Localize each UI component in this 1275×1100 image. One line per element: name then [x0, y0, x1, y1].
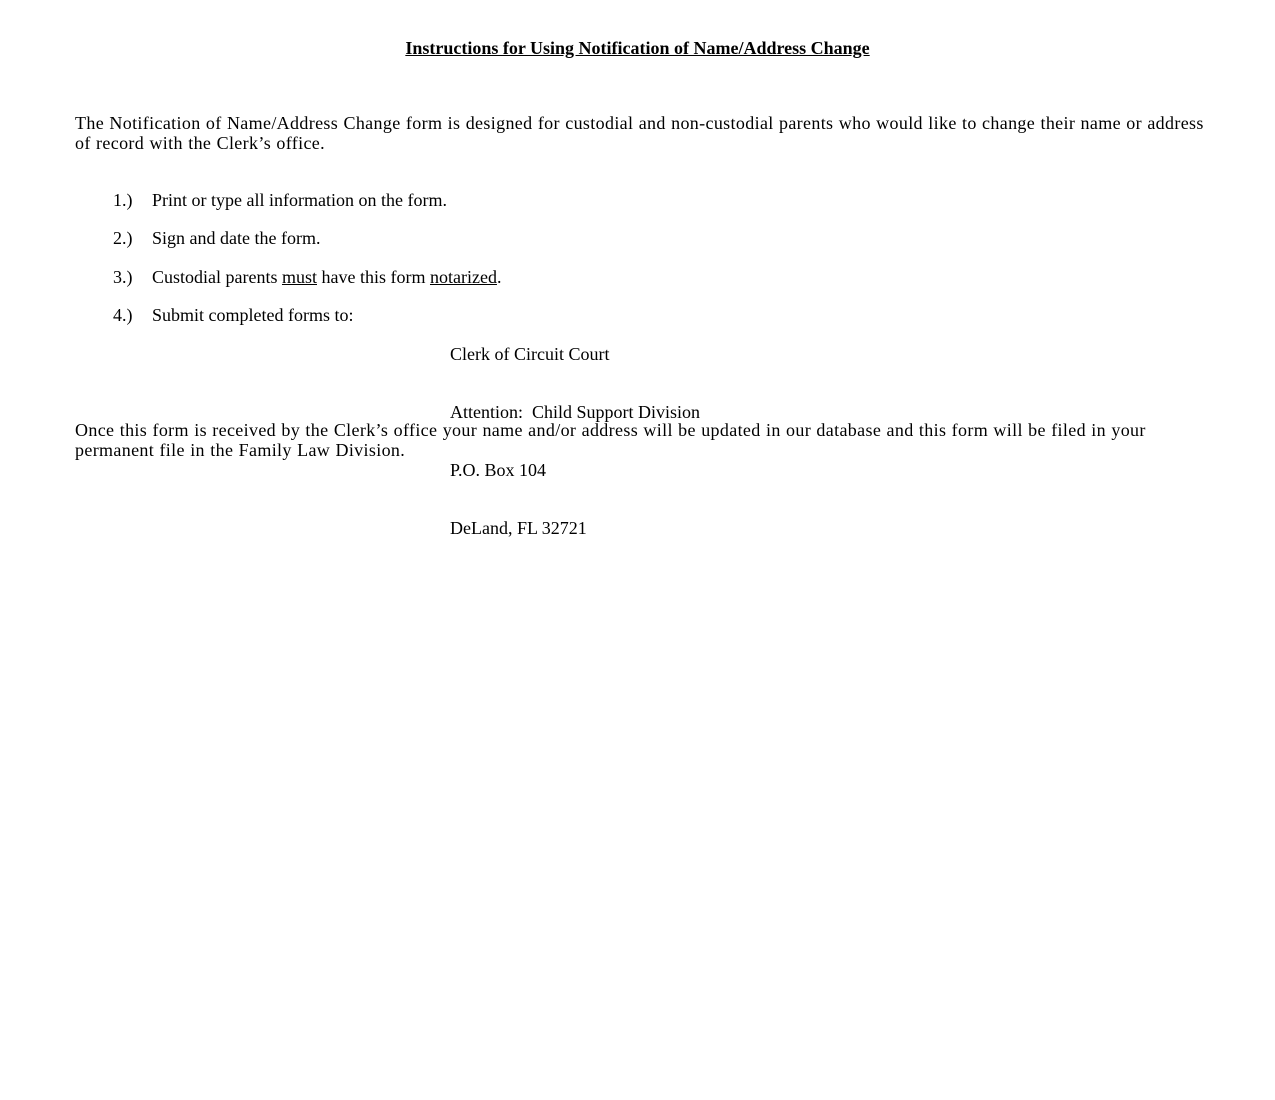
address-line-3: P.O. Box 104	[450, 460, 547, 481]
step-number: 4.)	[113, 305, 133, 325]
closing-paragraph: Once this form is received by the Clerk’s office your name and/or address will be updated in our database and this form will be filed in your permanent file in the Family Law Division.	[75, 420, 1146, 460]
emphasis-must: must	[281, 267, 317, 287]
intro-paragraph: The Notification of Name/Address Change form is designed for custodial and non-custodial parents who would like to change their name or address of record with the Clerk’s office.	[75, 113, 1204, 153]
instruction-step-1	[113, 191, 447, 211]
step-number: 1.)	[113, 190, 133, 210]
instruction-step-2	[113, 229, 320, 249]
step-text: Submit completed forms to:	[152, 305, 354, 325]
step-text: Print or type all information on the form.	[152, 190, 447, 210]
step-text-before: Custodial parents	[152, 267, 282, 287]
address-line-2: Attention: Child Support Division	[450, 402, 701, 423]
step-text-after: .	[496, 267, 502, 287]
emphasis-notarized: notarized	[429, 267, 497, 287]
step-text-middle: have this form	[317, 267, 430, 287]
step-number: 3.)	[113, 267, 133, 287]
step-text: Sign and date the form.	[152, 228, 321, 248]
instruction-step-4	[113, 306, 353, 326]
address-line-4: DeLand, FL 32721	[450, 518, 587, 539]
address-line-1: Clerk of Circuit Court	[450, 343, 610, 364]
step-number: 2.)	[113, 228, 133, 248]
instruction-step-3	[113, 268, 501, 288]
document-title: Instructions for Using Notification of Name/Address Change	[405, 38, 870, 58]
